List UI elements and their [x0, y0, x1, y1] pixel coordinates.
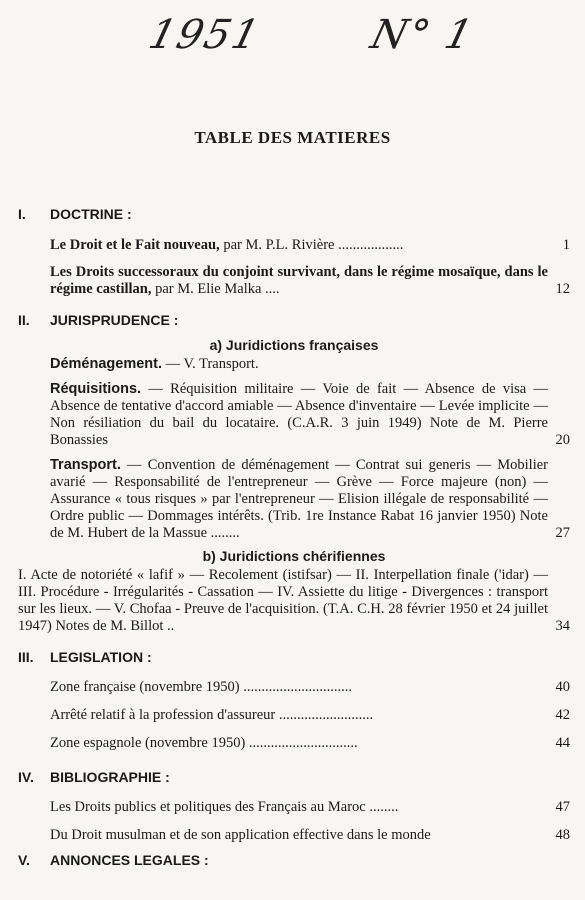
entry-text: — Convention de déménagement — Contrat sui generis — Mobilier avarié — Responsabilité de l'entrepreneur — Grève — Force majeure (non) — Assurance « tous risques » par l'entrepreneur — Elision illégale de responsabilité — Ordre public — Dommages intérêts. (Trib. 1re Instance Rabat 16 janvier 1950) Note de M. Hubert de la Massue ........ — [50, 457, 548, 541]
entry-author: par M. P.L. Rivière .................. — [219, 237, 404, 253]
section-numeral: V. — [18, 852, 30, 868]
entry-page: 27 — [555, 525, 570, 541]
toc-body — [18, 206, 570, 869]
entry-page: 20 — [555, 432, 570, 448]
entry-page: 40 — [555, 679, 570, 695]
entry-title: Le Droit et le Fait nouveau, — [50, 237, 220, 253]
entry-lead: Réquisitions. — [50, 381, 142, 397]
toc-entry — [50, 827, 570, 844]
toc-entry — [18, 567, 570, 635]
toc-entry — [50, 457, 570, 542]
toc-entry — [50, 707, 570, 724]
entry-text: Zone française (novembre 1950) .............................. — [50, 679, 353, 695]
entry-page: 42 — [555, 707, 570, 723]
section-jurisprudence — [18, 312, 570, 329]
entry-text: Arrêté relatif à la profession d'assureur .......................... — [50, 707, 374, 723]
entry-page: 48 — [555, 827, 570, 843]
toc-entry — [50, 735, 570, 752]
section-legislation — [18, 649, 570, 666]
section-numeral: III. — [18, 649, 34, 665]
section-title: LEGISLATION : — [50, 649, 152, 665]
entry-page: 47 — [555, 799, 570, 815]
subsection-heading: a) Juridictions françaises — [209, 337, 379, 353]
toc-entry — [50, 264, 570, 298]
section-title: BIBLIOGRAPHIE : — [50, 769, 170, 785]
entry-text: Du Droit musulman et de son application effective dans le monde — [50, 827, 431, 843]
entry-lead: Déménagement. — [50, 356, 163, 372]
section-title: JURISPRUDENCE : — [50, 312, 179, 328]
section-numeral: I. — [18, 206, 26, 222]
section-numeral: II. — [18, 312, 30, 328]
page-title: TABLE DES MATIERES — [194, 128, 391, 147]
toc-entry — [50, 237, 570, 254]
section-numeral: IV. — [18, 769, 34, 785]
entry-page: 44 — [555, 735, 570, 751]
entry-text: Zone espagnole (novembre 1950) .............................. — [50, 735, 358, 751]
entry-text: Les Droits publics et politiques des Français au Maroc ........ — [50, 799, 399, 815]
handwritten-number: N° 1 — [366, 12, 479, 58]
section-doctrine — [18, 206, 570, 223]
entry-page: 12 — [555, 281, 570, 297]
entry-text: — V. Transport. — [162, 356, 259, 372]
section-title: ANNONCES LEGALES : — [50, 852, 209, 868]
section-annonces — [18, 852, 570, 869]
entry-lead: Transport. — [50, 457, 121, 473]
entry-page: 1 — [562, 237, 570, 253]
entry-author: par M. Elie Malka .... — [151, 281, 280, 297]
entry-text: I. Acte de notoriété « lafif » — Recolement (istifsar) — II. Interpellation finale ('idar) — III. Procédure - Irrégularités - Cassation — IV. Assiette du litige - Divergences : transport sur les lieux. — V. Chofaa - Preuve de l'acquisition. (T.A. C.H. 28 février 1950 et 24 juillet 1947) Notes de M. Billot .. — [18, 567, 548, 634]
entry-title: Les Droits successoraux du conjoint survivant, dans le régime mosaïque, dans le régime castillan, — [50, 264, 548, 297]
subsection-heading: b) Juridictions chérifiennes — [202, 548, 386, 564]
entry-page: 34 — [555, 618, 570, 634]
handwritten-year: 1951 — [144, 12, 266, 58]
toc-entry — [50, 799, 570, 816]
toc-entry — [50, 356, 570, 373]
toc-entry — [50, 381, 570, 449]
section-bibliographie — [18, 769, 570, 786]
section-title: DOCTRINE : — [50, 206, 132, 222]
entry-text: — Réquisition militaire — Voie de fait — Absence de visa — Absence de tentative d'accord amiable — Absence d'inventaire — Levée implicite — Non résiliation du bail du locataire. (C.A.R. 3 juin 1949) Note de M. Pierre Bonassies — [50, 381, 548, 448]
toc-entry — [50, 679, 570, 696]
